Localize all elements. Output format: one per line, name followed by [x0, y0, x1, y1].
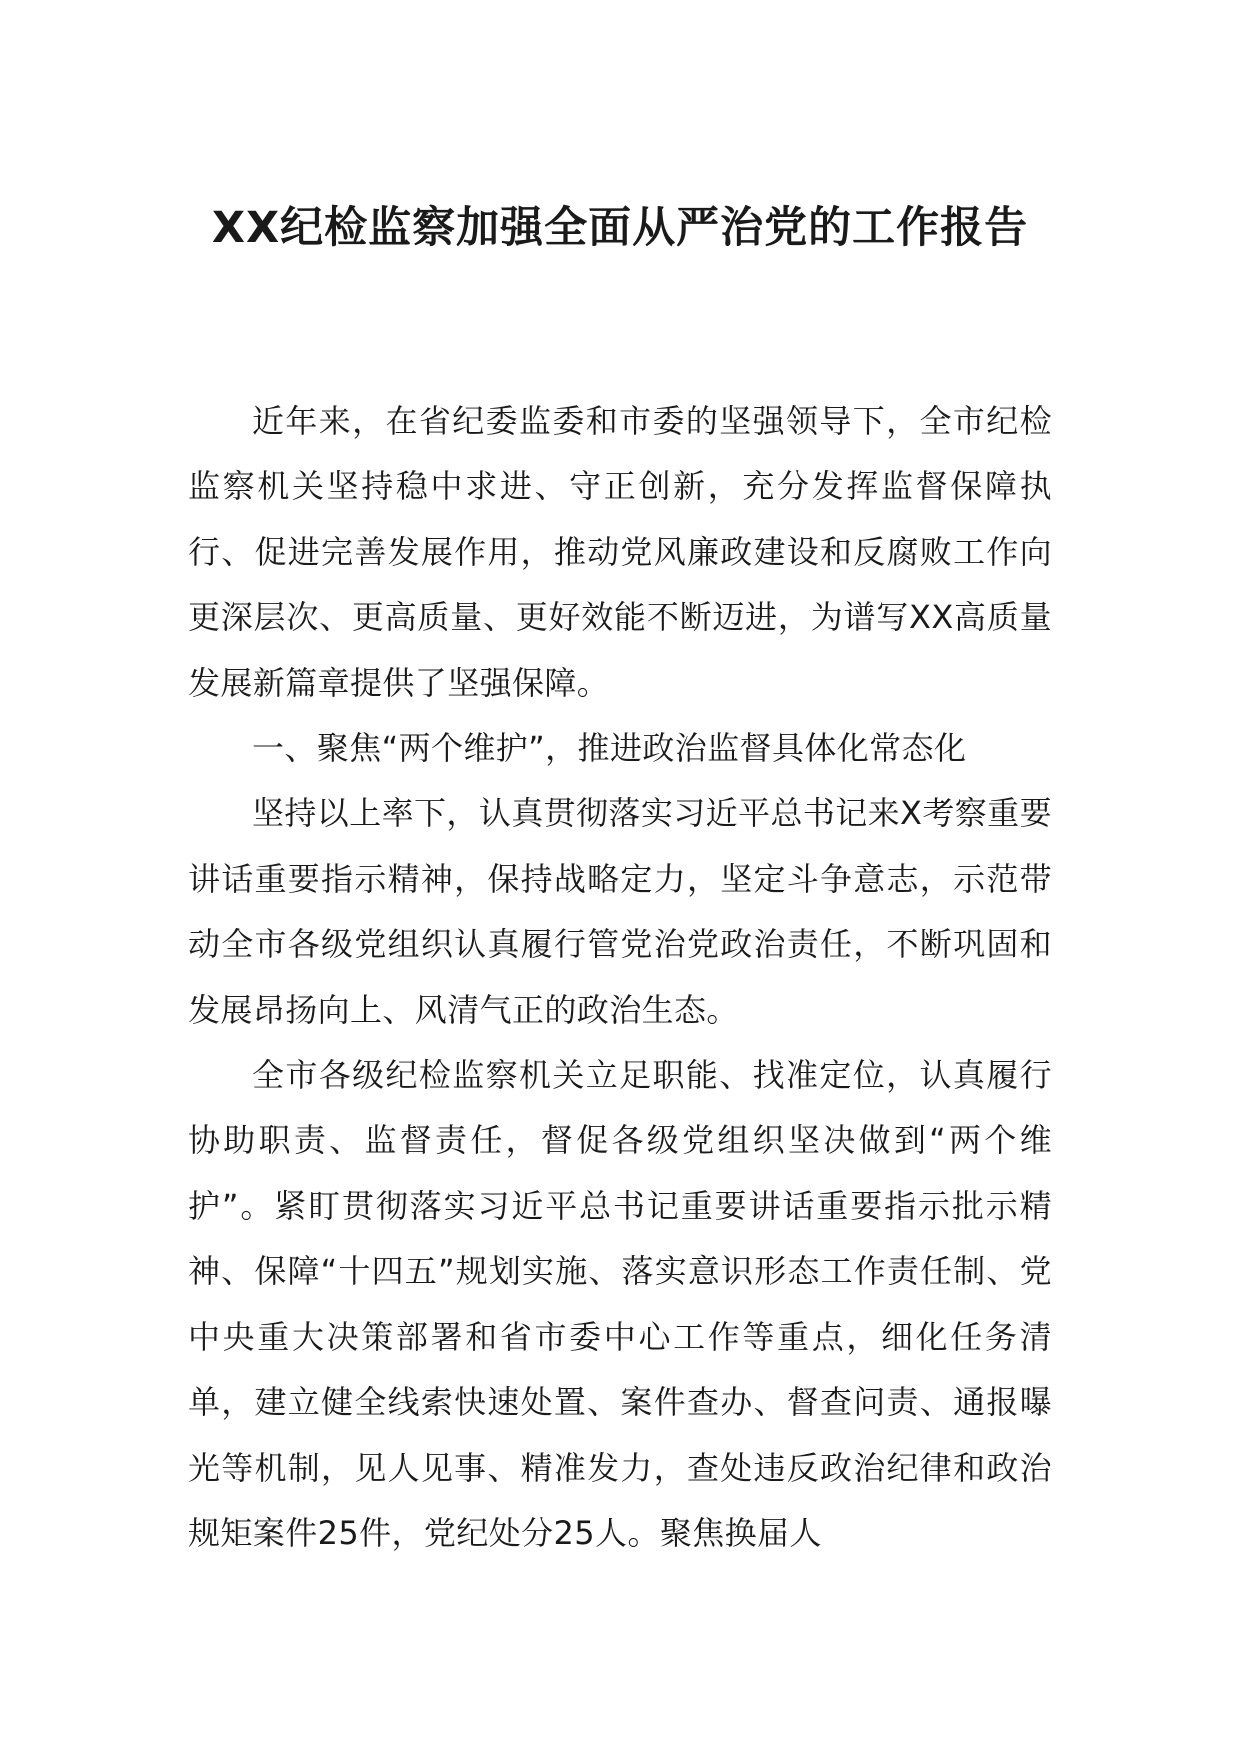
document-body [188, 389, 1052, 1566]
section-heading-1: 一、聚焦“两个维护”，推进政治监督具体化常态化 [252, 729, 967, 768]
paragraph-section-1-b: 全市各级纪检监察机关立足职能、找准定位，认真履行协助职责、监督责任，督促各级党组织坚决做到“两个维护”。紧盯贯彻落实习近平总书记重要讲话重要指示批示精神、保障“十四五”规划实施、落实意识形态工作责任制、党中央重大决策部署和省市委中心工作等重点，细化任务清单，建立健全线索快速处置、案件查办、督查问责、通报曝光等机制，见人见事、精准发力，查处违反政治纪律和政治规矩案件25件，党纪处分25人。聚焦换届人 [188, 1056, 1052, 1552]
paragraph-intro: 近年来，在省纪委监委和市委的坚强领导下，全市纪检监察机关坚持稳中求进、守正创新，充分发挥监督保障执行、促进完善发展作用，推动党风廉政建设和反腐败工作向更深层次、更高质量、更好效能不断迈进，为谱写XX高质量发展新篇章提供了坚强保障。 [188, 402, 1052, 702]
document-title: XX纪检监察加强全面从严治党的工作报告 [211, 203, 1029, 253]
paragraph-section-1-a: 坚持以上率下，认真贯彻落实习近平总书记来X考察重要讲话重要指示精神，保持战略定力，坚定斗争意志，示范带动全市各级党组织认真履行管党治党政治责任，不断巩固和发展昂扬向上、风清气正的政治生态。 [188, 794, 1052, 1029]
